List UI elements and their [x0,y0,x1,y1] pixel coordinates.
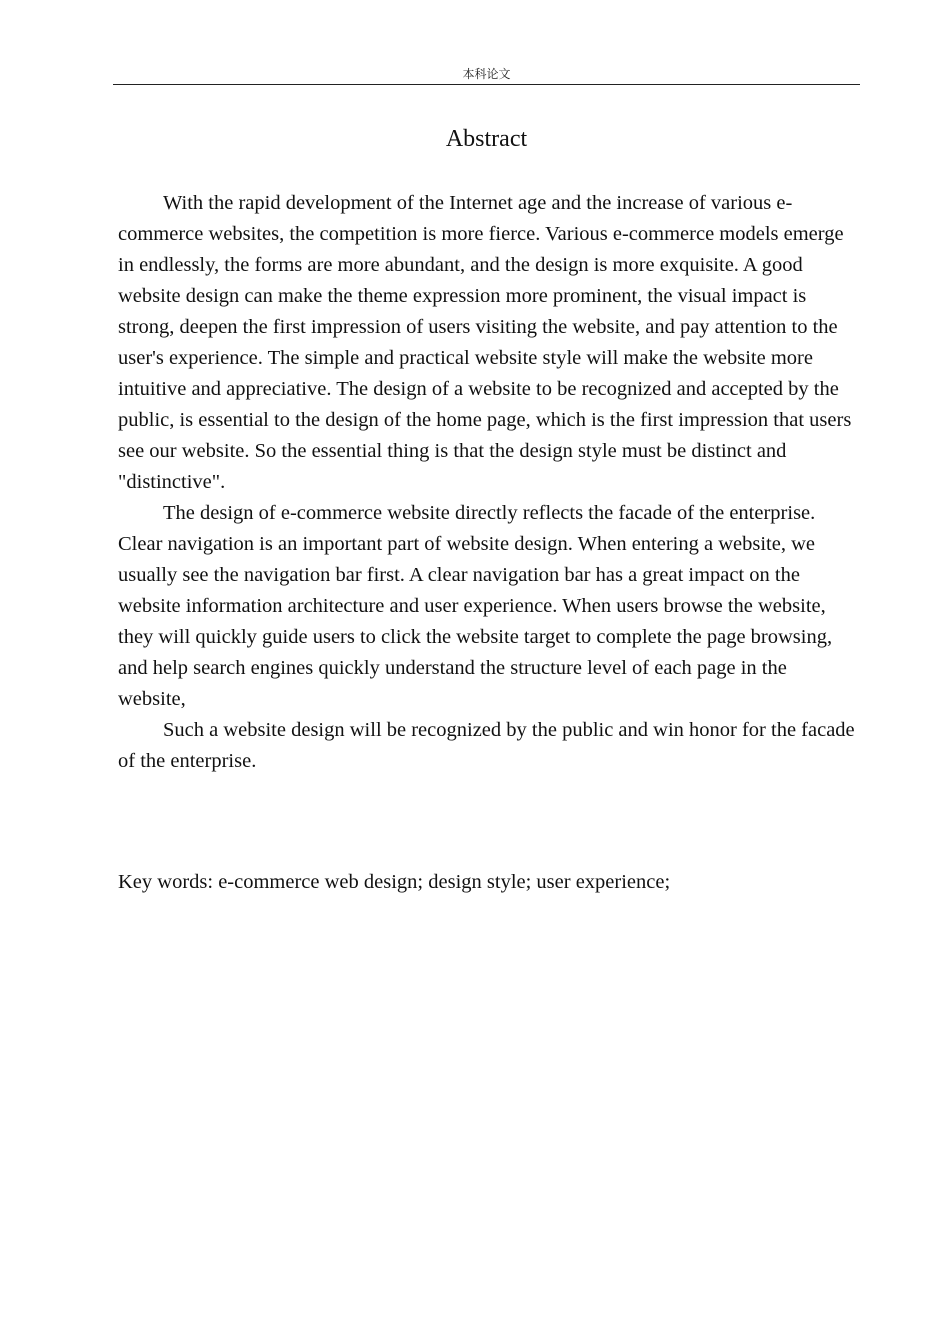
abstract-paragraph-1: With the rapid development of the Internet age and the increase of various e-commerce websites, the competition is more fierce. Various e-commerce models emerge in endlessly, the forms are more abundant, and the design is more exquisite. A good website design can make the theme expression more prominent, the visual impact is strong, deepen the first impression of users visiting the website, and pay attention to the user's experience. The simple and practical website style will make the website more intuitive and appreciative. The design of a website to be recognized and accepted by the public, is essential to the design of the home page, which is the first impression that users see our website. So the essential thing is that the design style must be distinct and "distinctive". [118,192,852,493]
running-header: 本科论文 [113,66,860,85]
abstract-title: Abstract [445,126,528,152]
keywords-line: Key words: e-commerce web design; design style; user experience; [118,871,671,893]
abstract-paragraph-2: The design of e-commerce website directly reflects the facade of the enterprise. Clear navigation is an important part of website design. When entering a website, we usually see the navigation bar first. A clear navigation bar has a great impact on the website information architecture and user experience. When users browse the website, they will quickly guide users to click the website target to complete the page browsing, and help search engines quickly understand the structure level of each page in the website, [118,502,833,710]
abstract-body [118,188,858,777]
abstract-paragraph-3: Such a website design will be recognized by the public and win honor for the facade of the enterprise. [118,719,855,772]
